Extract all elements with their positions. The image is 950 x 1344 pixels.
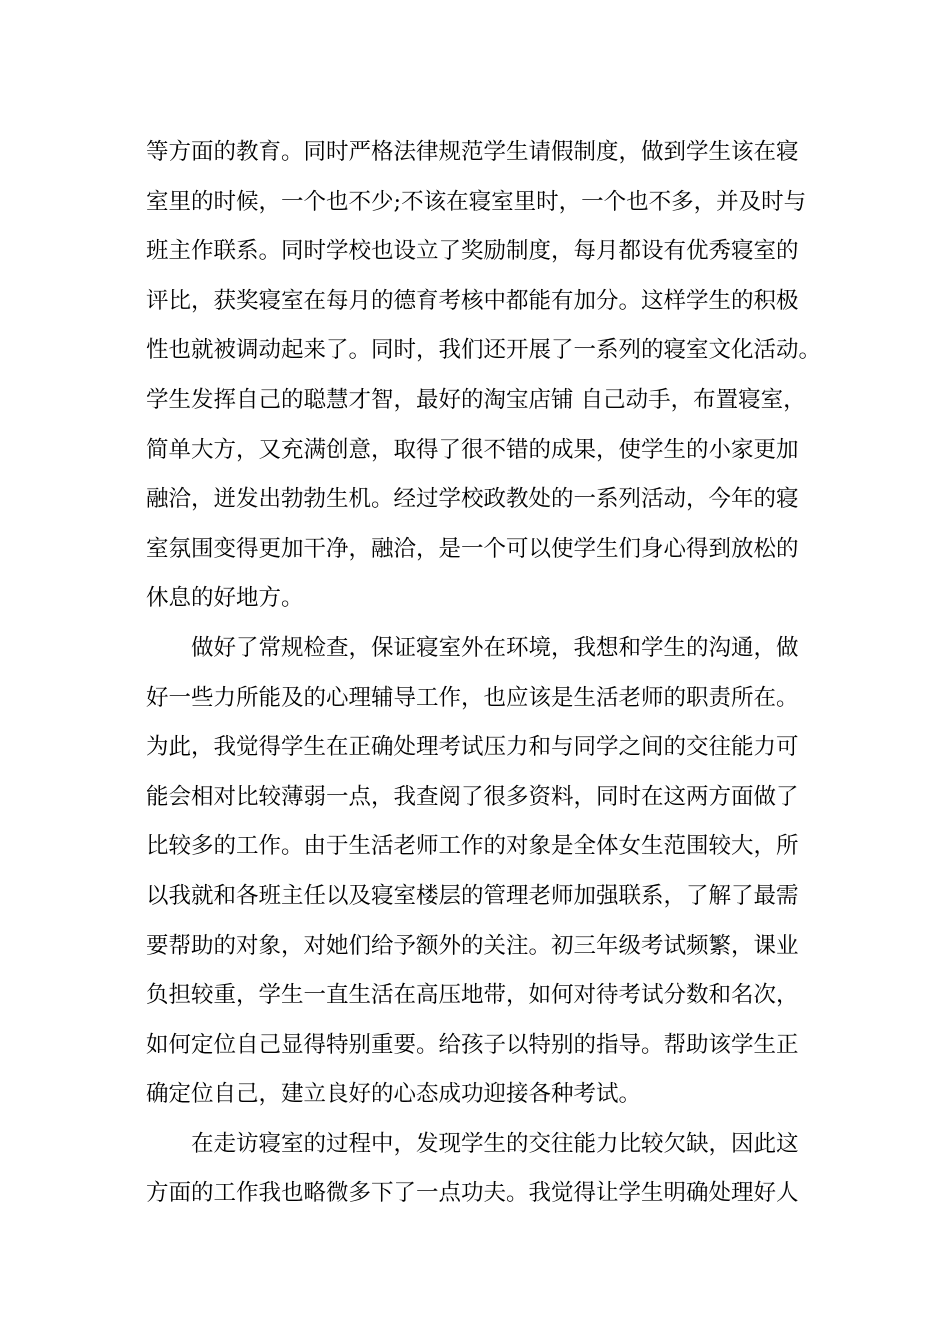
text-line: 班主作联系。同时学校也设立了奖励制度，每月都设有优秀寝室的 bbox=[146, 238, 799, 265]
text-line: 休息的好地方。 bbox=[146, 585, 304, 612]
text-line: 室里的时候，一个也不少;不该在寝室里时，一个也不多，并及时与 bbox=[146, 188, 807, 215]
text-line: 室氛围变得更加干净，融洽，是一个可以使学生们身心得到放松的 bbox=[146, 535, 799, 562]
text-line: 负担较重，学生一直生活在高压地带，如何对待考试分数和名次， bbox=[146, 982, 799, 1009]
text-line: 简单大方，又充满创意，取得了很不错的成果，使学生的小家更加 bbox=[146, 436, 799, 463]
text-line: 能会相对比较薄弱一点，我查阅了很多资料，同时在这两方面做了 bbox=[146, 783, 799, 810]
text-line: 比较多的工作。由于生活老师工作的对象是全体女生范围较大，所 bbox=[146, 833, 799, 860]
paragraph-first-line: 做好了常规检查，保证寝室外在环境，我想和学生的沟通，做 bbox=[191, 634, 799, 661]
text-line: 确定位自己，建立良好的心态成功迎接各种考试。 bbox=[146, 1081, 642, 1108]
text-line: 要帮助的对象，对她们给予额外的关注。初三年级考试频繁，课业 bbox=[146, 932, 799, 959]
text-line: 性也就被调动起来了。同时，我们还开展了一系列的寝室文化活动。 bbox=[146, 337, 822, 364]
text-line: 等方面的教育。同时严格法律规范学生请假制度，做到学生该在寝 bbox=[146, 139, 799, 165]
paragraph-first-line: 在走访寝室的过程中，发现学生的交往能力比较欠缺，因此这 bbox=[191, 1130, 799, 1157]
text-line: 融洽，迸发出勃勃生机。经过学校政教处的一系列活动，今年的寝 bbox=[146, 486, 799, 513]
text-line: 如何定位自己显得特别重要。给孩子以特别的指导。帮助该学生正 bbox=[146, 1031, 799, 1058]
text-line: 方面的工作我也略微多下了一点功夫。我觉得让学生明确处理好人 bbox=[146, 1180, 799, 1207]
text-line: 评比，获奖寝室在每月的德育考核中都能有加分。这样学生的积极 bbox=[146, 287, 799, 314]
text-line: 为此，我觉得学生在正确处理考试压力和与同学之间的交往能力可 bbox=[146, 734, 799, 761]
body-text bbox=[146, 128, 822, 1219]
text-line: 以我就和各班主任以及寝室楼层的管理老师加强联系，了解了最需 bbox=[146, 882, 799, 909]
text-line: 学生发挥自己的聪慧才智，最好的淘宝店铺 自己动手，布置寝室， bbox=[146, 386, 806, 413]
text-line: 好一些力所能及的心理辅导工作，也应该是生活老师的职责所在。 bbox=[146, 684, 799, 711]
